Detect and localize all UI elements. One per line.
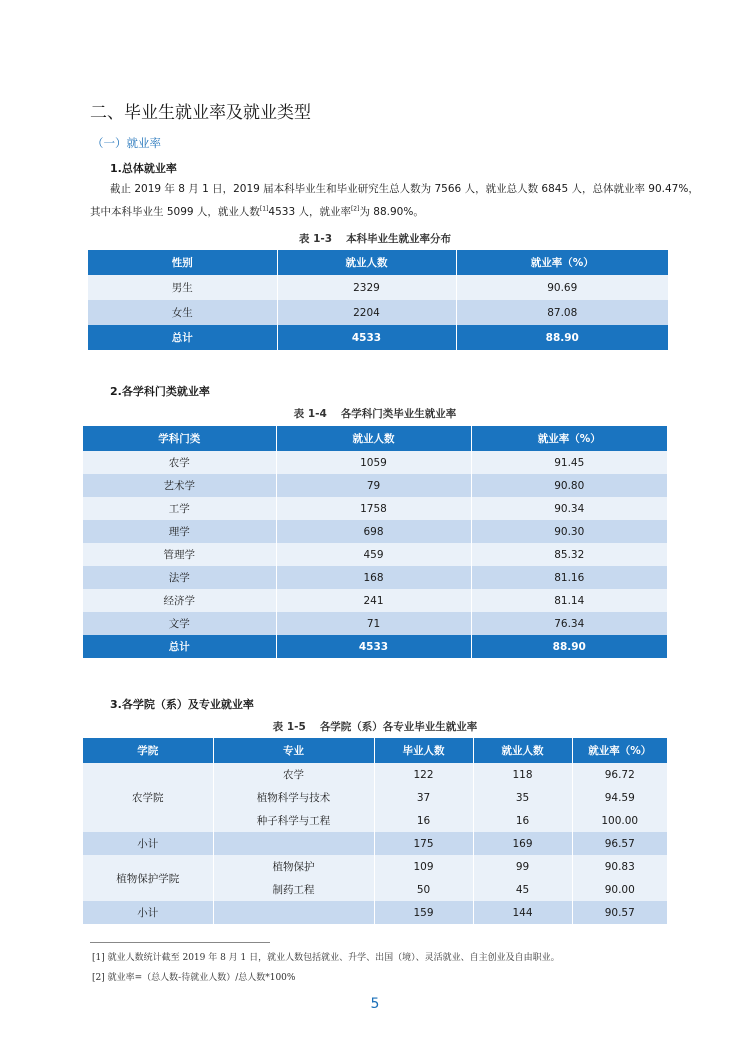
table-row xyxy=(83,474,667,497)
table-cell: 50 xyxy=(374,878,473,901)
table-row xyxy=(83,612,667,635)
table-row xyxy=(88,300,668,325)
college-cell: 植物保护学院 xyxy=(83,855,213,901)
footnote-divider xyxy=(90,942,270,943)
table-cell: 理学 xyxy=(83,520,276,543)
footnote-2: [2] 就业率=（总人数-待就业人数）/总人数*100% xyxy=(92,973,296,983)
table-cell: 87.08 xyxy=(456,300,668,325)
table-cell: 农学 xyxy=(83,451,276,474)
table-cell: 2329 xyxy=(277,275,456,300)
column-header: 就业率（%） xyxy=(456,250,668,275)
table-cell: 总计 xyxy=(83,635,276,658)
table-cell: 男生 xyxy=(88,275,277,300)
table-cell: 37 xyxy=(374,786,473,809)
heading-discipline-rate: 2.各学科门类就业率 xyxy=(110,385,210,398)
table-cell: 小计 xyxy=(83,832,213,855)
table-cell: 16 xyxy=(473,809,572,832)
table-cell: 169 xyxy=(473,832,572,855)
table-row xyxy=(83,451,667,474)
footnote-ref-1: [1] xyxy=(259,205,269,213)
table-cell: 经济学 xyxy=(83,589,276,612)
table-cell: 168 xyxy=(276,566,471,589)
table-cell: 90.57 xyxy=(572,901,667,924)
table-cell: 122 xyxy=(374,763,473,786)
table-row xyxy=(83,543,667,566)
table-cell: 女生 xyxy=(88,300,277,325)
column-header: 就业人数 xyxy=(277,250,456,275)
table-cell: 81.14 xyxy=(471,589,667,612)
table5-caption xyxy=(0,719,750,734)
column-header: 性别 xyxy=(88,250,277,275)
table-row xyxy=(83,520,667,543)
column-header: 专业 xyxy=(213,738,374,763)
table-cell: 制药工程 xyxy=(213,878,374,901)
column-header: 就业率（%） xyxy=(572,738,667,763)
column-header: 毕业人数 xyxy=(374,738,473,763)
table-row xyxy=(83,855,667,878)
heading-overall-rate: 1.总体就业率 xyxy=(110,162,177,175)
table-cell: 71 xyxy=(276,612,471,635)
table-total-row xyxy=(88,325,668,350)
table-header-row xyxy=(83,426,667,451)
table5-caption-text: 各学院（系）各专业毕业生就业率 xyxy=(319,721,478,733)
table4-caption xyxy=(0,406,750,421)
table-cell: 88.90 xyxy=(456,325,668,350)
column-header: 学院 xyxy=(83,738,213,763)
table-cell: 90.69 xyxy=(456,275,668,300)
table-cell: 工学 xyxy=(83,497,276,520)
paragraph-text-c: 为 88.90%。 xyxy=(359,206,424,218)
paragraph-text-a: 其中本科毕业生 5099 人，就业人数 xyxy=(90,206,260,218)
table-cell: 94.59 xyxy=(572,786,667,809)
footnote-1: [1] 就业人数统计截至 2019 年 8 月 1 日，就业人数包括就业、升学、出国（境）、灵活就业、自主创业及自由职业。 xyxy=(92,953,560,963)
college-cell: 农学院 xyxy=(83,763,213,832)
column-header: 就业率（%） xyxy=(471,426,667,451)
footnote-ref-2: [2] xyxy=(350,205,360,213)
table-cell: 99 xyxy=(473,855,572,878)
subsection-title: （一）就业率 xyxy=(92,136,161,150)
table-total-row xyxy=(83,635,667,658)
table-row xyxy=(83,589,667,612)
table3-caption xyxy=(0,231,750,246)
table-cell: 艺术学 xyxy=(83,474,276,497)
paragraph-line-2 xyxy=(90,205,424,219)
table-cell: 2204 xyxy=(277,300,456,325)
table-cell: 96.57 xyxy=(572,832,667,855)
table-cell: 118 xyxy=(473,763,572,786)
paragraph-text-b: 4533 人，就业率 xyxy=(268,206,351,218)
table-cell: 159 xyxy=(374,901,473,924)
column-header: 就业人数 xyxy=(276,426,471,451)
page-number: 5 xyxy=(370,996,380,1012)
table-cell: 农学 xyxy=(213,763,374,786)
table-cell: 小计 xyxy=(83,901,213,924)
column-header: 就业人数 xyxy=(473,738,572,763)
table-cell: 4533 xyxy=(276,635,471,658)
table-cell: 植物科学与技术 xyxy=(213,786,374,809)
table3-caption-text: 本科毕业生就业率分布 xyxy=(346,233,452,245)
table-cell: 45 xyxy=(473,878,572,901)
table-cell: 459 xyxy=(276,543,471,566)
table-cell: 76.34 xyxy=(471,612,667,635)
table-cell: 79 xyxy=(276,474,471,497)
table-row xyxy=(83,566,667,589)
table-cell: 144 xyxy=(473,901,572,924)
table-cell: 90.80 xyxy=(471,474,667,497)
table-cell: 1758 xyxy=(276,497,471,520)
table-discipline-employment xyxy=(83,426,667,658)
column-header: 学科门类 xyxy=(83,426,276,451)
table-cell: 175 xyxy=(374,832,473,855)
table-cell: 文学 xyxy=(83,612,276,635)
table-subtotal-row xyxy=(83,901,667,924)
table-header-row xyxy=(88,250,668,275)
table4-caption-text: 各学科门类毕业生就业率 xyxy=(340,408,457,420)
table-cell: 96.72 xyxy=(572,763,667,786)
table-cell: 91.45 xyxy=(471,451,667,474)
table-subtotal-row xyxy=(83,832,667,855)
table-cell: 90.34 xyxy=(471,497,667,520)
table-cell: 法学 xyxy=(83,566,276,589)
table-cell: 植物保护 xyxy=(213,855,374,878)
table-cell: 种子科学与工程 xyxy=(213,809,374,832)
table-cell: 90.30 xyxy=(471,520,667,543)
table-cell xyxy=(213,832,374,855)
table-cell: 总计 xyxy=(88,325,277,350)
table-cell xyxy=(213,901,374,924)
table-cell: 85.32 xyxy=(471,543,667,566)
table-row xyxy=(88,275,668,300)
table-row xyxy=(83,763,667,786)
table4-caption-number: 表 1-4 xyxy=(293,408,327,420)
table-cell: 100.00 xyxy=(572,809,667,832)
table-cell: 1059 xyxy=(276,451,471,474)
table-cell: 90.00 xyxy=(572,878,667,901)
table-cell: 88.90 xyxy=(471,635,667,658)
table-cell: 698 xyxy=(276,520,471,543)
table-cell: 16 xyxy=(374,809,473,832)
table-gender-employment xyxy=(88,250,668,350)
table3-caption-number: 表 1-3 xyxy=(298,233,333,245)
table5-caption-number: 表 1-5 xyxy=(272,721,306,733)
table-cell: 109 xyxy=(374,855,473,878)
paragraph-line-1: 截止 2019 年 8 月 1 日，2019 届本科毕业生和毕业研究生总人数为 7566 人，就业总人数 6845 人，总体就业率 90.47%， xyxy=(110,183,699,195)
table-cell: 4533 xyxy=(277,325,456,350)
heading-college-rate: 3.各学院（系）及专业就业率 xyxy=(110,698,254,711)
table-cell: 241 xyxy=(276,589,471,612)
table-college-major-employment xyxy=(83,738,667,924)
table-cell: 81.16 xyxy=(471,566,667,589)
table-cell: 35 xyxy=(473,786,572,809)
table-header-row xyxy=(83,738,667,763)
table-cell: 90.83 xyxy=(572,855,667,878)
table-cell: 管理学 xyxy=(83,543,276,566)
table-row xyxy=(83,497,667,520)
section-title: 二、毕业生就业率及就业类型 xyxy=(90,103,311,123)
